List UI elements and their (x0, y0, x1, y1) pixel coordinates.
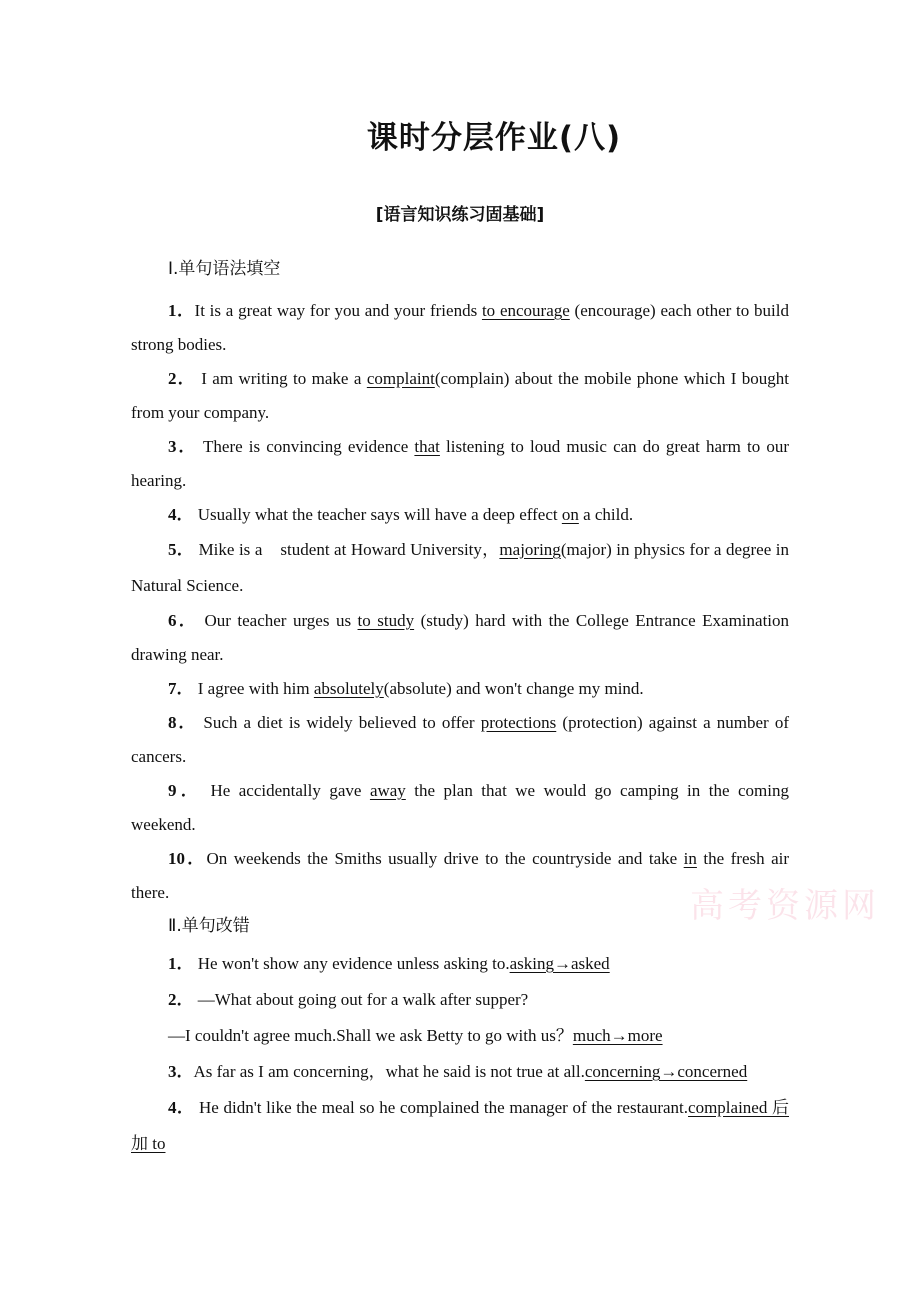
item-number: 10． (168, 849, 207, 868)
section-heading: Ⅰ.单句语法填空 (168, 259, 281, 279)
item-number: 8． (168, 713, 198, 732)
item-text: I am writing to make a (195, 369, 367, 388)
page-title: 课时分层作业(八) (366, 120, 622, 156)
item-text: (major) in physics for a degree in Natural Science. (131, 540, 789, 595)
section-error-correction (131, 914, 789, 1162)
item-number: 9． (168, 781, 202, 800)
item-answer: to study (357, 611, 415, 630)
item-text: (protection) against a number of cancers. (131, 713, 789, 766)
exercise-item (131, 842, 789, 910)
item-text: listening to loud music can do great harm to our hearing. (131, 437, 789, 490)
item-answer: much→more (572, 1026, 663, 1045)
item-number: 2． (168, 369, 196, 388)
item-text: the plan that we would go camping in the coming weekend. (131, 781, 789, 834)
exercise-item (131, 672, 789, 706)
item-text: He didn't like the meal so he complained the manager of the restaurant. (194, 1098, 689, 1117)
item-answer: protections (480, 713, 557, 732)
item-number: 2． (168, 990, 194, 1009)
item-number: 3． (168, 1062, 194, 1081)
exercise-item (131, 362, 789, 430)
item-text: As far as I am concerning，what he said is not true at all. (193, 1062, 585, 1081)
item-answer: on (561, 505, 579, 524)
exercise-item (131, 604, 789, 672)
item-text: (absolute) and won't change my mind. (383, 679, 644, 698)
item-text: He accidentally gave (201, 781, 370, 800)
item-text: —What about going out for a walk after supper? (193, 990, 529, 1009)
item-answer: concerning→concerned (584, 1062, 748, 1081)
item-text: On weekends the Smiths usually drive to the countryside and take (206, 849, 684, 868)
section-heading: Ⅱ.单句改错 (168, 916, 250, 936)
item-answer: in (683, 849, 697, 868)
item-text: He won't show any evidence unless asking to. (193, 954, 510, 973)
item-number: 4． (168, 505, 194, 524)
item-text: Our teacher urges us (197, 611, 358, 630)
section-grammar-fill (131, 257, 789, 910)
item-text: a child. (578, 505, 634, 524)
item-answer: that (414, 437, 440, 456)
item-number: 6． (168, 611, 198, 630)
exercise-item (131, 532, 789, 604)
item-text: (study) hard with the College Entrance Examination drawing near. (131, 611, 790, 664)
item-answer: majoring (499, 540, 561, 559)
exercise-item (131, 1054, 789, 1090)
item-answer: asking→asked (509, 954, 610, 973)
item-text: —I couldn't agree much.Shall we ask Betty to go with us？ (168, 1026, 573, 1045)
item-answer: complaint (366, 369, 435, 388)
exercise-item (131, 946, 789, 982)
item-number: 5． (168, 540, 195, 559)
item-text: Usually what the teacher says will have a deep effect (193, 505, 562, 524)
item-number: 1． (168, 301, 195, 320)
item-text: Mike is a student at Howard University， (194, 540, 500, 559)
item-text: Such a diet is widely believed to offer (197, 713, 481, 732)
exercise-item (131, 294, 789, 362)
exercise-item (131, 982, 789, 1018)
item-text: I agree with him (193, 679, 314, 698)
item-text: the fresh air there. (131, 849, 790, 902)
item-number: 7． (168, 679, 194, 698)
exercise-item (131, 1018, 789, 1054)
exercise-item (131, 498, 789, 532)
exercise-item (131, 706, 789, 774)
item-number: 1． (168, 954, 194, 973)
item-number: 3． (168, 437, 198, 456)
item-answer: to encourage (481, 301, 570, 320)
item-text: There is convincing evidence (197, 437, 415, 456)
watermark: 高考资源网 (690, 886, 880, 926)
exercise-item (131, 1090, 789, 1162)
item-answer: away (369, 781, 406, 800)
item-text: (complain) about the mobile phone which I bought from your company. (131, 369, 789, 422)
item-answer: complained 后加 to (131, 1098, 789, 1153)
item-answer: absolutely (313, 679, 384, 698)
item-text: (encourage) each other to build strong bodies. (131, 301, 789, 354)
item-text: It is a great way for you and your friends (194, 301, 482, 320)
exercise-item (131, 430, 789, 498)
section-subtitle: [语言知识练习固基础] (375, 205, 545, 225)
exercise-item (131, 774, 789, 842)
item-number: 4． (168, 1098, 195, 1117)
